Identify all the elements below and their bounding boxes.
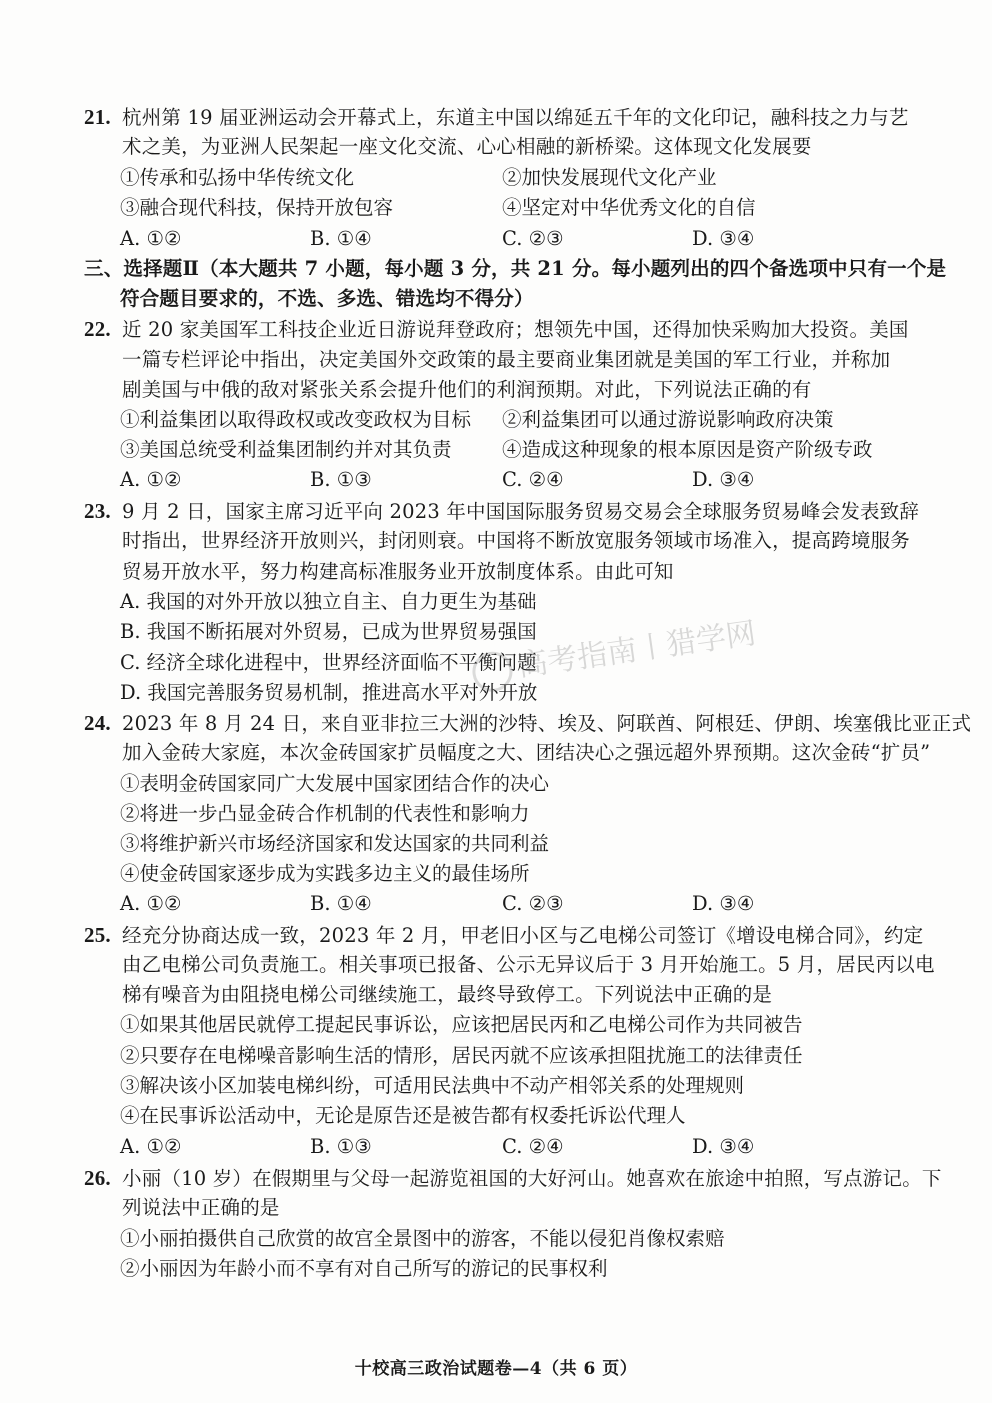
- watermark-text: 高考指南丨猎学网: [515, 615, 759, 684]
- q22-statement-4: ④造成这种现象的根本原因是资产阶级专政: [502, 438, 873, 461]
- q25-statement-2: ②只要存在电梯噪音影响生活的情形，居民丙就不应该承担阻扰施工的法律责任: [120, 1044, 803, 1067]
- q23-option-d: D. 我国完善服务贸易机制，推进高水平对外开放: [120, 681, 538, 704]
- q23-option-b: B. 我国不断拓展对外贸易，已成为世界贸易强国: [120, 620, 537, 643]
- q22-option-a: A. ①②: [120, 468, 182, 491]
- q25-option-d: D. ③④: [692, 1135, 755, 1158]
- section3-heading-1: 三、选择题Ⅱ（本大题共 7 小题，每小题 3 分，共 21 分。每小题列出的四个备选项中只有一个是: [84, 257, 947, 280]
- q21-option-c: C. ②③: [502, 227, 564, 250]
- q22-statement-2: ②利益集团可以通过游说影响政府决策: [502, 408, 834, 431]
- q22-stem-1: 近 20 家美国军工科技企业近日游说拜登政府；想领先中国，还得加快采购加大投资。美国: [122, 318, 909, 341]
- q22-option-b: B. ①③: [310, 468, 372, 491]
- q22-stem-2: 一篇专栏评论中指出，决定美国外交政策的最主要商业集团就是美国的军工行业，并称加: [122, 348, 891, 371]
- q21-stem-2: 术之美，为亚洲人民架起一座文化交流、心心相融的新桥梁。这体现文化发展要: [122, 135, 812, 158]
- q21-option-a: A. ①②: [120, 227, 182, 250]
- page-footer: 十校高三政治试题卷—4（共 6 页）: [354, 1359, 638, 1379]
- q23-stem-3: 贸易开放水平，努力构建高标准服务业开放制度体系。由此可知: [122, 560, 674, 583]
- q21-statement-1: ①传承和弘扬中华传统文化: [120, 166, 355, 189]
- q24-option-c: C. ②③: [502, 892, 564, 915]
- q23-line1: [84, 496, 919, 526]
- q23-option-a: A. 我国的对外开放以独立自主、自力更生为基础: [120, 590, 537, 613]
- q25-option-b: B. ①③: [310, 1135, 372, 1158]
- q21-statement-2: ②加快发展现代文化产业: [502, 166, 717, 189]
- q23-number: 23.: [84, 499, 111, 523]
- q24-option-a: A. ①②: [120, 892, 182, 915]
- q25-stem-2: 由乙电梯公司负责施工。相关事项已报备、公示无异议后于 3 月开始施工。5 月，居民丙以电: [122, 953, 935, 976]
- watermark-logo-icon: [470, 649, 515, 694]
- q24-option-d: D. ③④: [692, 892, 755, 915]
- q26-statement-1: ①小丽拍摄供自己欣赏的故宫全景图中的游客，不能以侵犯肖像权索赔: [120, 1227, 725, 1250]
- q23-stem-2: 时指出，世界经济开放则兴，封闭则衰。中国将不断放宽服务领域市场准入，提高跨境服务: [122, 529, 911, 552]
- q22-stem-3: 剧美国与中俄的敌对紧张关系会提升他们的利润预期。对此，下列说法正确的有: [122, 378, 812, 401]
- q24-option-b: B. ①④: [310, 892, 372, 915]
- q26-stem-2: 列说法中正确的是: [122, 1196, 280, 1219]
- q24-statement-3: ③将维护新兴市场经济国家和发达国家的共同利益: [120, 832, 550, 855]
- q25-option-c: C. ②④: [502, 1135, 564, 1158]
- q22-option-c: C. ②④: [502, 468, 564, 491]
- q26-statement-2: ②小丽因为年龄小而不享有对自己所写的游记的民事权利: [120, 1257, 608, 1280]
- q23-option-c: C. 经济全球化进程中，世界经济面临不平衡问题: [120, 651, 537, 674]
- q25-statement-4: ④在民事诉讼活动中，无论是原告还是被告都有权委托诉讼代理人: [120, 1104, 686, 1127]
- q26-number: 26.: [84, 1166, 111, 1190]
- q22-statement-3: ③美国总统受利益集团制约并对其负责: [120, 438, 452, 461]
- q24-statement-2: ②将进一步凸显金砖合作机制的代表性和影响力: [120, 802, 530, 825]
- q25-statement-1: ①如果其他居民就停工提起民事诉讼，应该把居民丙和乙电梯公司作为共同被告: [120, 1013, 803, 1036]
- q25-statement-3: ③解决该小区加装电梯纠纷，可适用民法典中不动产相邻关系的处理规则: [120, 1074, 745, 1097]
- q21-option-b: B. ①④: [310, 227, 372, 250]
- q24-number: 24.: [84, 711, 111, 735]
- q24-stem-1: 2023 年 8 月 24 日，来自亚非拉三大洲的沙特、埃及、阿联酋、阿根廷、伊朗、埃塞俄比亚正式: [122, 712, 972, 735]
- q26-stem-1: 小丽（10 岁）在假期里与父母一起游览祖国的大好河山。她喜欢在旅途中拍照，写点游记。下: [122, 1167, 942, 1190]
- q25-number: 25.: [84, 923, 111, 947]
- q26-line1: [84, 1163, 942, 1193]
- section3-heading-2: 符合题目要求的，不选、多选、错选均不得分）: [120, 287, 534, 310]
- q25-stem-1: 经充分协商达成一致，2023 年 2 月，甲老旧小区与乙电梯公司签订《增设电梯合同》，约定: [122, 924, 924, 947]
- q22-statement-1: ①利益集团以取得政权或改变政权为目标: [120, 408, 472, 431]
- q24-statement-4: ④使金砖国家逐步成为实践多边主义的最佳场所: [120, 862, 530, 885]
- q21-line1: [84, 102, 909, 132]
- q22-option-d: D. ③④: [692, 468, 755, 491]
- q22-line1: [84, 314, 909, 344]
- q24-statement-1: ①表明金砖国家同广大发展中国家团结合作的决心: [120, 772, 550, 795]
- q21-statement-3: ③融合现代科技，保持开放包容: [120, 196, 394, 219]
- q21-statement-4: ④坚定对中华优秀文化的自信: [502, 196, 756, 219]
- q24-stem-2: 加入金砖大家庭，本次金砖国家扩员幅度之大、团结决心之强远超外界预期。这次金砖“扩员”: [122, 741, 931, 764]
- q23-stem-1: 9 月 2 日，国家主席习近平向 2023 年中国国际服务贸易交易会全球服务贸易峰会发表致辞: [122, 500, 920, 523]
- q25-stem-3: 梯有噪音为由阻挠电梯公司继续施工，最终导致停工。下列说法中正确的是: [122, 983, 773, 1006]
- q22-number: 22.: [84, 317, 111, 341]
- q21-stem-1: 杭州第 19 届亚洲运动会开幕式上，东道主中国以绵延五千年的文化印记，融科技之力与艺: [122, 106, 909, 129]
- q21-option-d: D. ③④: [692, 227, 755, 250]
- q21-number: 21.: [84, 105, 111, 129]
- q25-option-a: A. ①②: [120, 1135, 182, 1158]
- q25-line1: [84, 920, 923, 950]
